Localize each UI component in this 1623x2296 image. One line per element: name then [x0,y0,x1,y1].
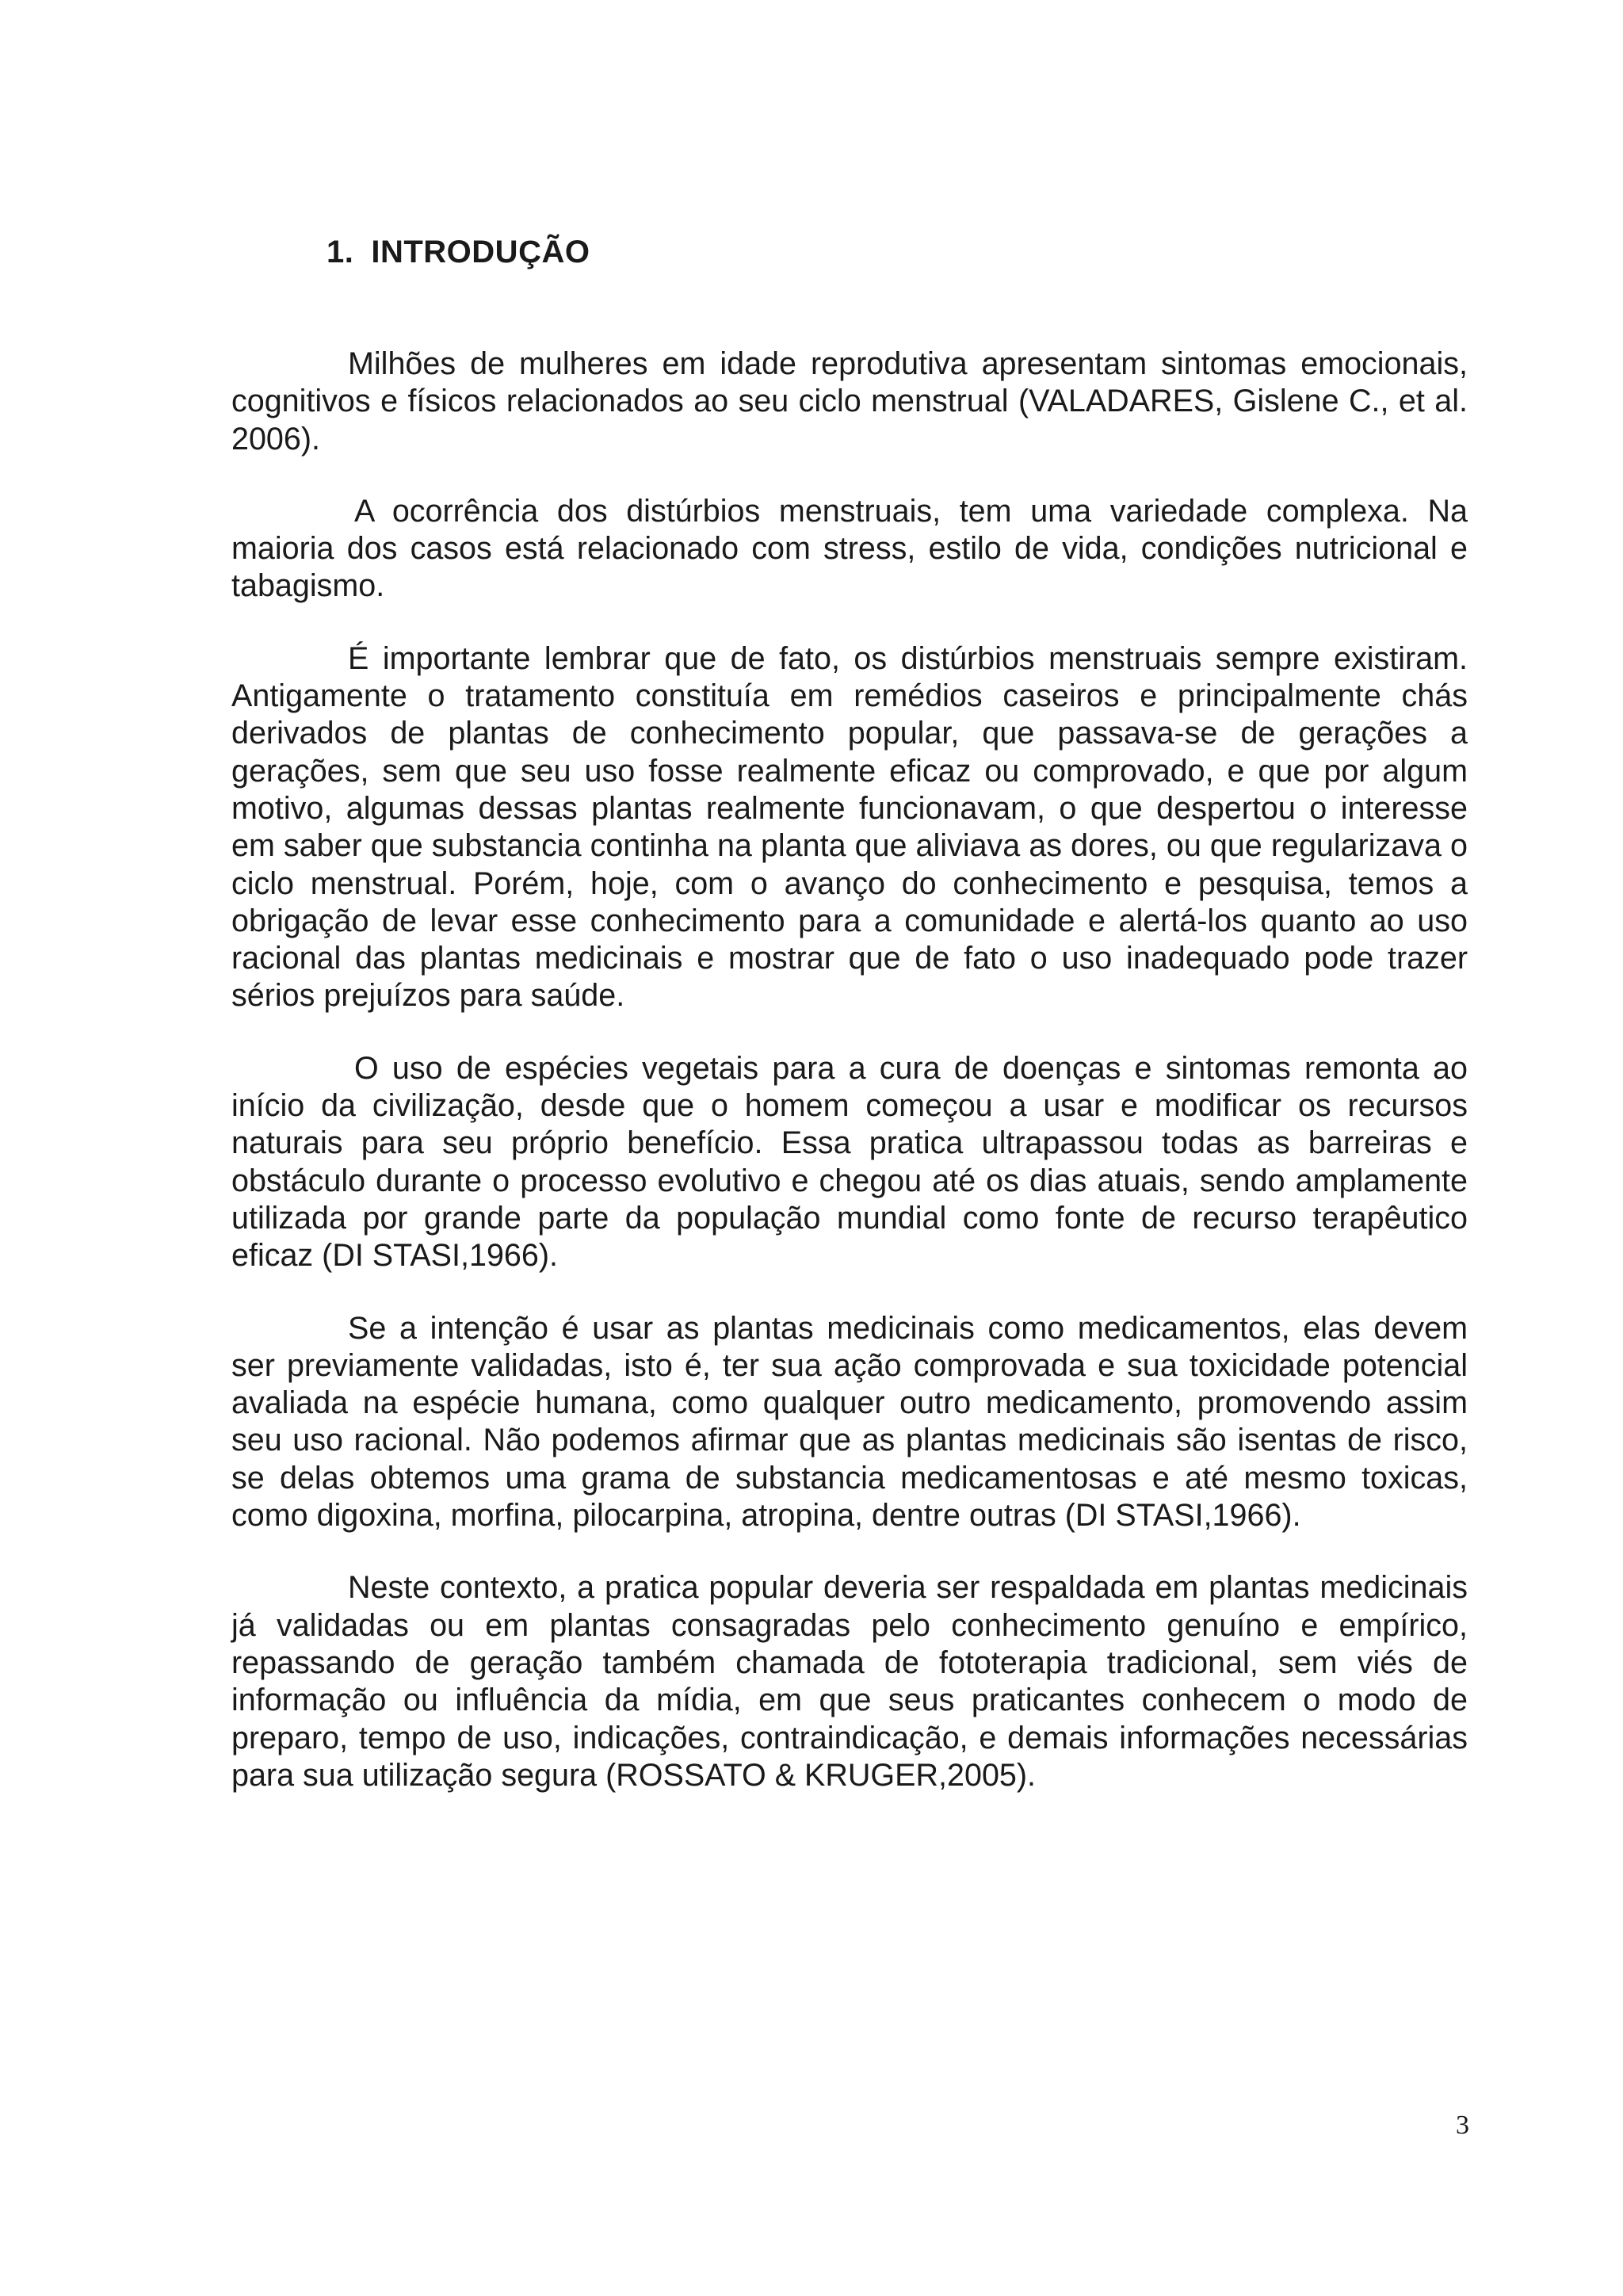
section-title: INTRODUÇÃO [371,235,590,269]
paragraph: Milhões de mulheres em idade reprodutiva apresentam sintomas emocionais, cognitivos e físicos relacionados ao seu ciclo menstrual (VALADARES, Gislene C., et al. 2006). [231,346,1468,457]
paragraph: É importante lembrar que de fato, os distúrbios menstruais sempre existiram. Antigamente o tratamento constituía em remédios caseiros e principalmente chás derivados de plantas de conhecimento popular, que passava-se de gerações a gerações, sem que seu uso fosse realmente eficaz ou comprovado, e que por algum motivo, algumas dessas plantas realmente funcionavam, o que despertou o interesse em saber que substancia continha na planta que aliviava as dores, ou que regularizava o ciclo menstrual. Porém, hoje, com o avanço do conhecimento e pesquisa, temos a obrigação de levar esse conhecimento para a comunidade e alertá-los quanto ao uso racional das plantas medicinais e mostrar que de fato o uso inadequado pode trazer sérios prejuízos para saúde. [231,640,1468,1014]
section-number: 1. [327,235,354,269]
paragraph: Neste contexto, a pratica popular deveria ser respaldada em plantas medicinais já validadas ou em plantas consagradas pelo conhecimento genuíno e empírico, repassando de geração também chamada de fototerapia tradicional, sem viés de informação ou influência da mídia, em que seus praticantes conhecem o modo de preparo, tempo de uso, indicações, contraindicação, e demais informações necessárias para sua utilização segura (ROSSATO & KRUGER,2005). [231,1570,1468,1793]
section-heading [327,230,590,274]
body-text [231,346,1468,1829]
paragraph: A ocorrência dos distúrbios menstruais, tem uma variedade complexa. Na maioria dos casos está relacionado com stress, estilo de vida, condições nutricional e tabagismo. [231,493,1468,604]
paragraph: Se a intenção é usar as plantas medicinais como medicamentos, elas devem ser previamente validadas, isto é, ter sua ação comprovada e sua toxicidade potencial avaliada na espécie humana, como qualquer outro medicamento, promovendo assim seu uso racional. Não podemos afirmar que as plantas medicinais são isentas de risco, se delas obtemos uma grama de substancia medicamentosas e até mesmo toxicas, como digoxina, morfina, pilocarpina, atropina, dentre outras (DI STASI,1966). [231,1310,1468,1534]
paragraph: O uso de espécies vegetais para a cura de doenças e sintomas remonta ao início da civilização, desde que o homem começou a usar e modificar os recursos naturais para seu próprio benefício. Essa pratica ultrapassou todas as barreiras e obstáculo durante o processo evolutivo e chegou até os dias atuais, sendo amplamente utilizada por grande parte da população mundial como fonte de recurso terapêutico eficaz (DI STASI,1966). [231,1050,1468,1274]
page-number: 3 [1456,2111,1469,2140]
